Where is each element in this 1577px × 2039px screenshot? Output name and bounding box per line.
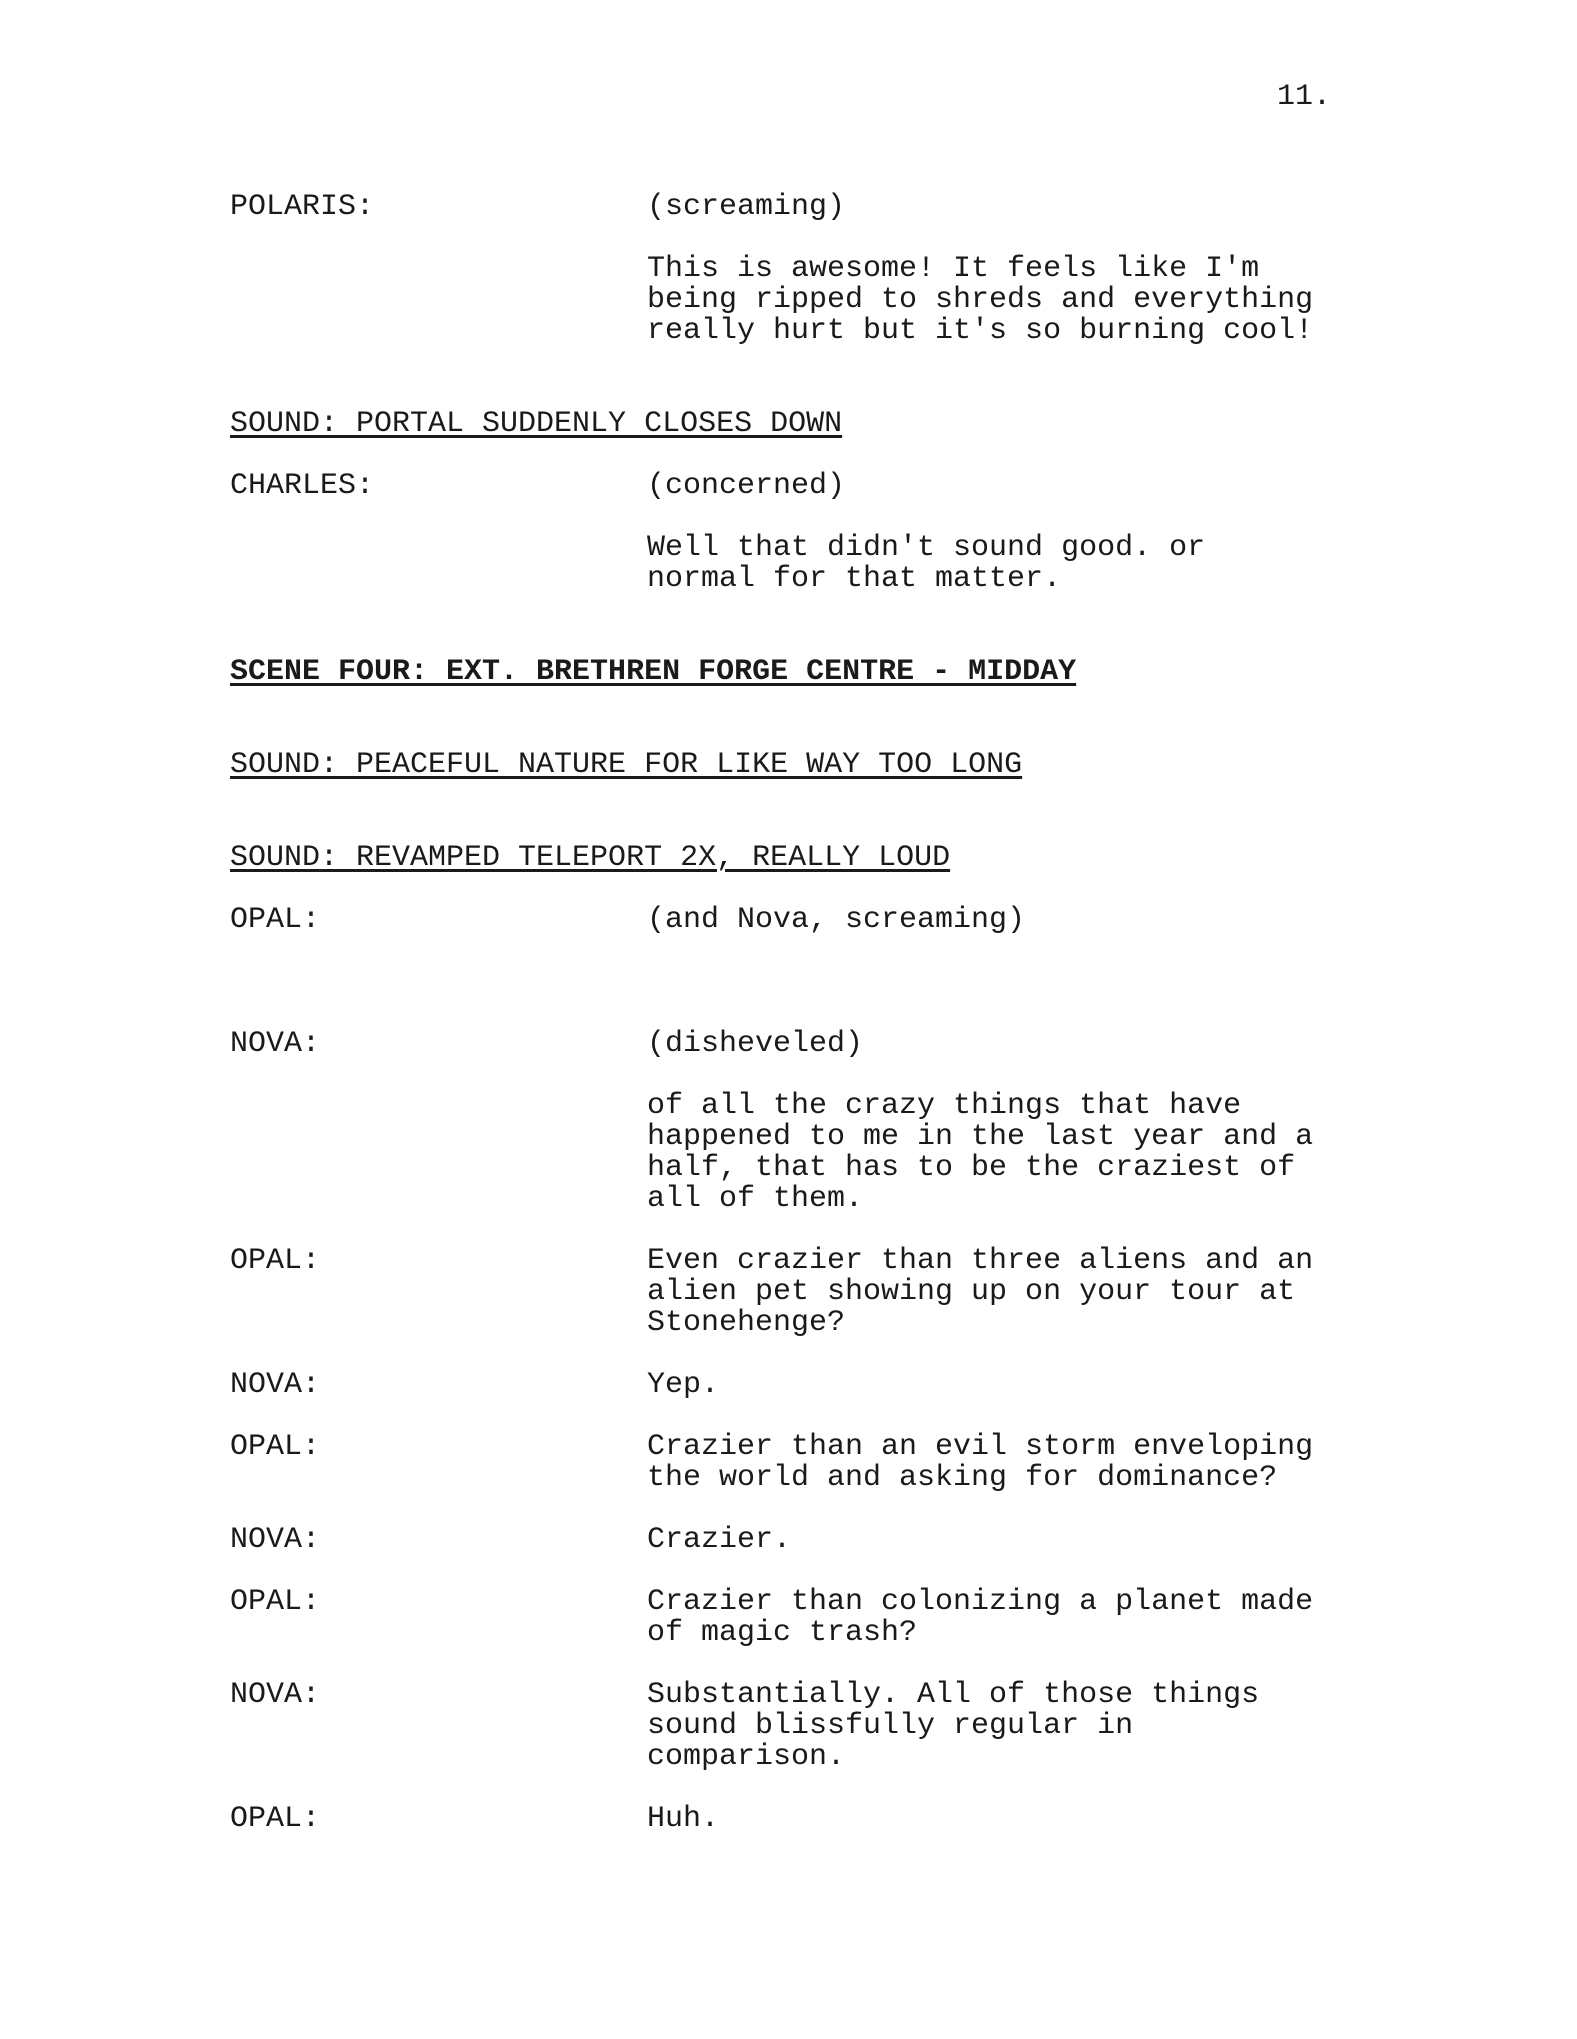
dialogue-line: Crazier than colonizing a planet made bbox=[647, 1585, 1314, 1619]
character-name: POLARIS: bbox=[230, 190, 375, 224]
parenthetical: (screaming) bbox=[647, 190, 846, 224]
dialogue-line: all of them. bbox=[647, 1182, 864, 1216]
character-name: OPAL: bbox=[230, 1430, 321, 1464]
dialogue-line: the world and asking for dominance? bbox=[647, 1461, 1278, 1495]
dialogue-line: happened to me in the last year and a bbox=[647, 1120, 1314, 1154]
dialogue-line: Huh. bbox=[647, 1802, 720, 1836]
character-name: NOVA: bbox=[230, 1027, 321, 1061]
parenthetical: (concerned) bbox=[647, 469, 846, 503]
dialogue-line: Crazier. bbox=[647, 1523, 792, 1557]
dialogue-line: really hurt but it's so burning cool! bbox=[647, 314, 1314, 348]
dialogue-line: This is awesome! It feels like I'm bbox=[647, 252, 1260, 286]
dialogue-line: being ripped to shreds and everything bbox=[647, 283, 1314, 317]
dialogue-line: half, that has to be the craziest of bbox=[647, 1151, 1296, 1185]
dialogue-line: of magic trash? bbox=[647, 1616, 918, 1650]
character-name: OPAL: bbox=[230, 1585, 321, 1619]
dialogue-line: Stonehenge? bbox=[647, 1306, 846, 1340]
sound-cue: SOUND: REVAMPED TELEPORT 2X, REALLY LOUD bbox=[230, 841, 951, 875]
dialogue-line: comparison. bbox=[647, 1740, 846, 1774]
dialogue-line: Well that didn't sound good. or bbox=[647, 531, 1206, 565]
parenthetical: (disheveled) bbox=[647, 1027, 864, 1061]
character-name: NOVA: bbox=[230, 1368, 321, 1402]
character-name: OPAL: bbox=[230, 903, 321, 937]
character-name: OPAL: bbox=[230, 1802, 321, 1836]
dialogue-line: Substantially. All of those things bbox=[647, 1678, 1260, 1712]
dialogue-line: Crazier than an evil storm enveloping bbox=[647, 1430, 1314, 1464]
character-name: NOVA: bbox=[230, 1678, 321, 1712]
page-number: 11. bbox=[1276, 80, 1331, 114]
sound-cue: SOUND: PORTAL SUDDENLY CLOSES DOWN bbox=[230, 407, 843, 441]
dialogue-line: of all the crazy things that have bbox=[647, 1089, 1242, 1123]
dialogue-line: Yep. bbox=[647, 1368, 720, 1402]
dialogue-line: sound blissfully regular in bbox=[647, 1709, 1134, 1743]
dialogue-line: Even crazier than three aliens and an bbox=[647, 1244, 1314, 1278]
character-name: CHARLES: bbox=[230, 469, 375, 503]
character-name: OPAL: bbox=[230, 1244, 321, 1278]
parenthetical: (and Nova, screaming) bbox=[647, 903, 1026, 937]
scene-heading: SCENE FOUR: EXT. BRETHREN FORGE CENTRE - MIDDAY bbox=[230, 655, 1077, 689]
sound-cue: SOUND: PEACEFUL NATURE FOR LIKE WAY TOO LONG bbox=[230, 748, 1023, 782]
dialogue-line: alien pet showing up on your tour at bbox=[647, 1275, 1296, 1309]
dialogue-line: normal for that matter. bbox=[647, 562, 1062, 596]
character-name: NOVA: bbox=[230, 1523, 321, 1557]
